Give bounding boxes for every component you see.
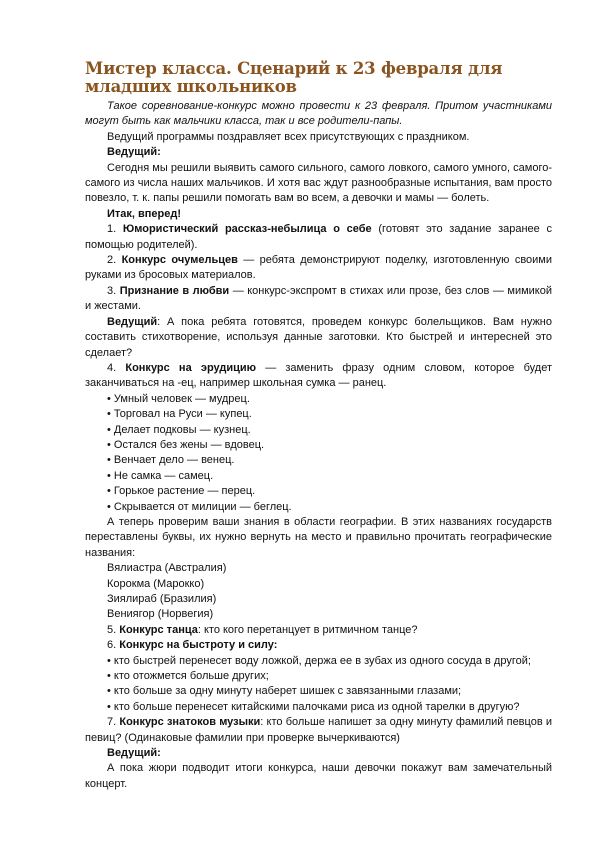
- host-label: Ведущий:: [107, 146, 161, 159]
- list-item: • Умный человек — мудрец.: [107, 392, 250, 405]
- fans-contest: Ведущий: А пока ребята готовятся, проведем конкурс болельщиков. Вам нужно составить стихотворение, используя данные заготовки. Кто быстрей и интересней это сделает?: [85, 315, 552, 359]
- list-item: Вениягор (Норвегия): [107, 608, 214, 621]
- list-item: • кто быстрей перенесет воду ложкой, держа ее в зубах из одного сосуда в другой;: [107, 654, 531, 667]
- list-item: • Горькое растение — перец.: [107, 485, 256, 498]
- contest-1: 1. Юмористический рассказ-небылица о себе (готовят это задание заранее с помощью родителей).: [85, 223, 552, 251]
- host-greets-paragraph: Ведущий программы поздравляет всех присутствующих с праздником.: [107, 130, 470, 143]
- list-item: • Остался без жены — вдовец.: [107, 438, 265, 451]
- go-heading: Итак, вперед!: [107, 207, 182, 220]
- list-item: • Делает подковы — кузнец.: [107, 423, 251, 436]
- contest-3: 3. Признание в любви — конкурс-экспромт в стихах или прозе, без слов — мимикой и жестами.: [85, 284, 553, 313]
- list-item: • кто отожмется больше других;: [107, 670, 269, 683]
- contest-6: 6. Конкурс на быстроту и силу:: [107, 639, 278, 652]
- page-title: Мистер класса. Сценарий к 23 февраля для младших школьников: [85, 59, 503, 96]
- list-item: • кто больше перенесет китайскими палочками риса из одной тарелки в другую?: [107, 700, 520, 713]
- list-item: Корокма (Марокко): [107, 577, 205, 590]
- host-label-final: Ведущий:: [107, 747, 161, 760]
- contest-7: 7. Конкурс знатоков музыки: кто больше напишет за одну минуту фамилий певцов и певиц? (Одинаковые фамилии при проверке вычеркиваются): [85, 716, 553, 744]
- list-item: • кто больше за одну минуту наберет шишек с завязанными глазами;: [107, 685, 462, 698]
- list-item: • Не самка — самец.: [107, 469, 214, 482]
- contest-4: 4. Конкурс на эрудицию — заменить фразу одним словом, которое будет заканчиваться на -ец, например школьная сумка — ранец.: [85, 361, 552, 390]
- geography-paragraph: А теперь проверим ваши знания в области географии. В этих названиях государств переставлены буквы, их нужно вернуть на место и правильно прочитать географические названия:: [85, 515, 552, 559]
- final-paragraph: А пока жюри подводит итоги конкурса, наши девочки покажут вам замечательный концерт.: [85, 762, 552, 790]
- list-item: • Венчает дело — венец.: [107, 454, 235, 467]
- list-item: Вялиастра (Австралия): [107, 562, 227, 575]
- list-item: • Торговал на Руси — купец.: [107, 408, 252, 421]
- list-item: Зиялираб (Бразилия): [107, 593, 217, 605]
- intro-paragraph: Такое соревнование-конкурс можно провести к 23 февраля. Притом участниками могут быть как мальчики класса, так и все родители-папы.: [85, 100, 552, 128]
- contest-5: 5. Конкурс танца: кто кого перетанцует в ритмичном танце?: [107, 623, 418, 636]
- contest-2: 2. Конкурс очумельцев — ребята демонстрируют поделку, изготовленную своими руками из бросовых материалов.: [85, 254, 553, 282]
- host-speech-paragraph: Сегодня мы решили выявить самого сильного, самого ловкого, самого умного, самого-самого из числа наших мальчиков. И хотя вас ждут разнообразные испытания, вам просто повезло, т. к. папы решили помогать вам во всем, а девочки и мамы — болеть.: [85, 161, 552, 205]
- document-body: [85, 99, 552, 792]
- list-item: • Скрывается от милиции — беглец.: [107, 500, 292, 513]
